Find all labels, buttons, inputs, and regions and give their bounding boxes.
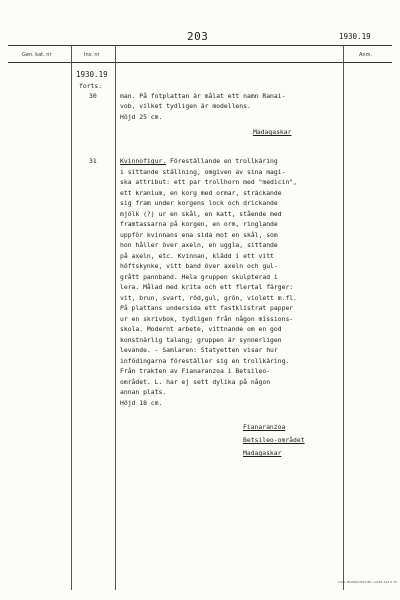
entry-31-line-18: konstnärlig talang; gruppen är synnerligen [120, 336, 282, 344]
entry-31-title: Kvinnofigur. [120, 157, 167, 165]
header-year: 1930.19 [339, 32, 371, 41]
column-divider-2 [115, 45, 116, 590]
entry-31-number: 31 [89, 157, 97, 165]
entry-31-line-19: levande. - Samlaren: Statyetten visar hur [120, 346, 278, 354]
entry-30-number: 30 [89, 92, 97, 100]
entry-31-line-7: framtassarna på korgen, en orm, ringlande [120, 220, 278, 228]
entry-30-place: Madagaskar [253, 128, 292, 136]
entry-31-line-12: grått pannband. Hela gruppen skulpterad i [120, 273, 278, 281]
column-divider-3 [343, 45, 344, 590]
entry-30-line-1: man. På fotplattan är målat ett namn Ranai- [120, 92, 286, 100]
header-top-rule [8, 45, 392, 46]
entry-31-line-13: lera. Målad med krita och ett flertal färger: [120, 283, 294, 291]
entry-31-line-17: skola. Modernt arbete, vittnande om en god [120, 325, 282, 333]
entry-31-line-22: området. L. har ej sett dylika på någon [120, 378, 271, 386]
entry-31-line-5: sig fram under korgens lock och drickande [120, 199, 278, 207]
entry-31-line-14: vit, brun, svart, röd,gul, grön, violett m.fl. [120, 294, 297, 302]
column-divider-1 [71, 45, 72, 590]
entry-31-place-3: Madagaskar [243, 449, 282, 457]
carry-year: 1930.19 [76, 70, 108, 79]
carry-forts: forts. [79, 82, 103, 90]
entry-31-line-3: ska attribut: ett par trollhorn med "medicin", [120, 178, 297, 186]
entry-31-line-11: höftskynke, vitt band över axeln och gul- [120, 262, 278, 270]
entry-31-place-1: Fianaranzoa [243, 423, 286, 431]
entry-31-line-15: På plattans undersida ett fastklistrat papper [120, 304, 294, 312]
entry-31-line-4: ett kranium, en korg med ormar, sträckande [120, 189, 282, 197]
entry-30-line-2: vob, vilket tydligen är modellens. [120, 102, 251, 110]
page-number: 203 [187, 30, 209, 43]
entry-31-place-2: Betsileo-området [243, 436, 305, 444]
printer-imprint: CARL BLOMQVISTS BK. LULEÅ 444 9 72 [338, 580, 397, 584]
entry-31-line-20: infödingarna föreställer sig en trollkäring. [120, 357, 290, 365]
column-header-inv-nr: Inv. nr [84, 52, 100, 58]
column-header-gen-kat-nr: Gen. kat. nr [22, 52, 52, 58]
entry-31-line-16: ur en skrivbok, tydligen från någon missions- [120, 315, 294, 323]
entry-31-line-24: Höjd 18 cm. [120, 399, 163, 407]
entry-31-line-6: mjölk (?) ur en skål, en katt, stående med [120, 210, 282, 218]
entry-31-line-21: Från trakten av Fianaranzoa i Betsileo- [120, 367, 271, 375]
entry-30-line-3: Höjd 25 cm. [120, 113, 163, 121]
entry-31-line-2: i sittande ställning, omgiven av sina magi- [120, 168, 286, 176]
entry-31-line-10: på axeln, etc. Kvinnan, klädd i ett vitt [120, 252, 274, 260]
entry-31-first-line-rest: Föreställande en trollkäring [166, 157, 278, 165]
entry-31-line-23: annan plats. [120, 388, 167, 396]
header-bottom-rule [8, 62, 392, 63]
column-header-anm: Anm. [359, 52, 373, 58]
entry-31-first-line [120, 156, 278, 167]
entry-31-line-9: hon håller över axeln, en uggla, sittande [120, 241, 278, 249]
entry-31-line-8: uppför kvinnans ena sida mot en skål, som [120, 231, 278, 239]
